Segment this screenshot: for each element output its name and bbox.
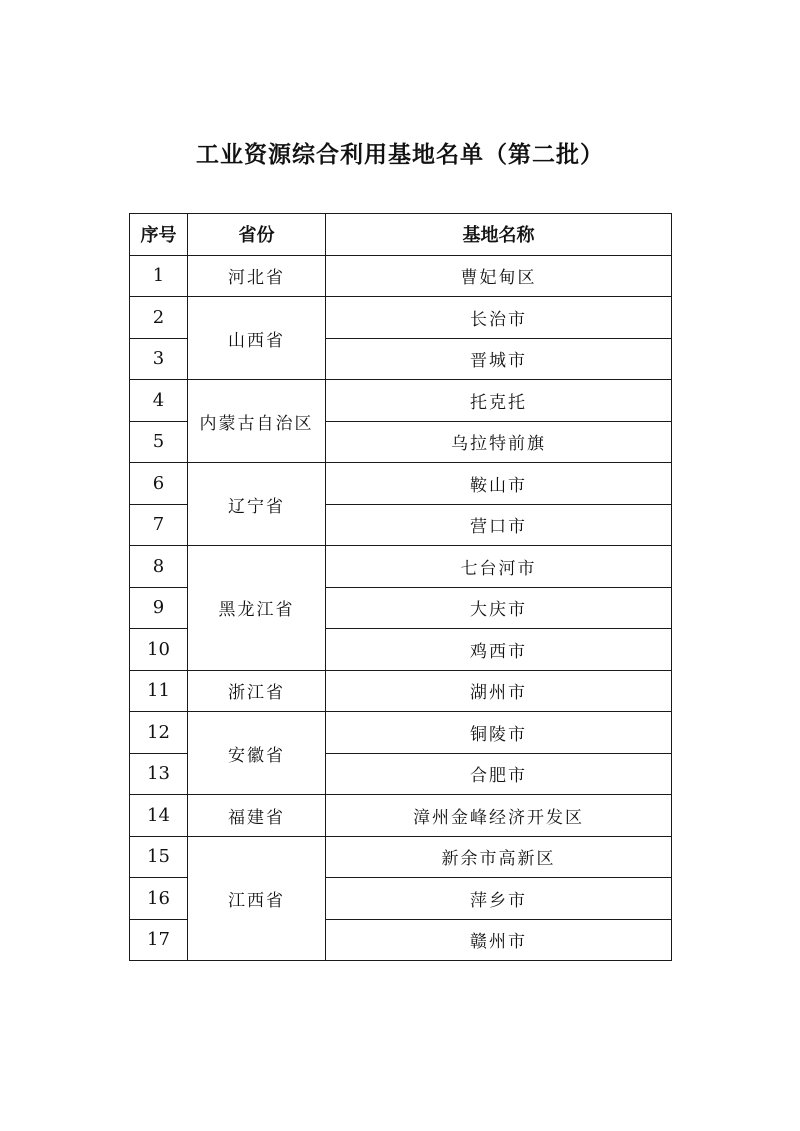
serial-number-cell: 13 — [130, 753, 188, 795]
serial-number-cell: 2 — [130, 297, 188, 339]
base-name-cell: 托克托 — [326, 380, 672, 422]
base-name-cell: 乌拉特前旗 — [326, 421, 672, 463]
province-cell: 辽宁省 — [188, 463, 326, 546]
base-name-cell: 合肥市 — [326, 753, 672, 795]
serial-number-cell: 15 — [130, 836, 188, 878]
serial-number-cell: 9 — [130, 587, 188, 629]
province-cell: 山西省 — [188, 297, 326, 380]
table-row — [130, 297, 672, 339]
base-name-cell: 大庆市 — [326, 587, 672, 629]
table-header-row — [130, 214, 672, 256]
serial-number-cell: 3 — [130, 338, 188, 380]
header-province: 省份 — [188, 214, 326, 256]
base-name-cell: 曹妃甸区 — [326, 255, 672, 297]
table-row — [130, 836, 672, 878]
province-cell: 福建省 — [188, 795, 326, 837]
serial-number-cell: 5 — [130, 421, 188, 463]
table-row — [130, 380, 672, 422]
base-name-cell: 赣州市 — [326, 919, 672, 961]
base-name-cell: 萍乡市 — [326, 878, 672, 920]
table-row — [130, 670, 672, 712]
serial-number-cell: 1 — [130, 255, 188, 297]
table-row — [130, 712, 672, 754]
base-list-table — [129, 213, 672, 961]
table-row — [130, 255, 672, 297]
base-name-cell: 铜陵市 — [326, 712, 672, 754]
header-serial-number: 序号 — [130, 214, 188, 256]
base-name-cell: 七台河市 — [326, 546, 672, 588]
base-name-cell: 鸡西市 — [326, 629, 672, 671]
serial-number-cell: 11 — [130, 670, 188, 712]
serial-number-cell: 7 — [130, 504, 188, 546]
table-row — [130, 546, 672, 588]
serial-number-cell: 10 — [130, 629, 188, 671]
province-cell: 河北省 — [188, 255, 326, 297]
base-name-cell: 新余市高新区 — [326, 836, 672, 878]
province-cell: 内蒙古自治区 — [188, 380, 326, 463]
province-cell: 江西省 — [188, 836, 326, 961]
serial-number-cell: 6 — [130, 463, 188, 505]
serial-number-cell: 12 — [130, 712, 188, 754]
base-name-cell: 湖州市 — [326, 670, 672, 712]
page-title: 工业资源综合利用基地名单（第二批） — [196, 142, 604, 168]
base-name-cell: 鞍山市 — [326, 463, 672, 505]
province-cell: 安徽省 — [188, 712, 326, 795]
header-base-name: 基地名称 — [326, 214, 672, 256]
province-cell: 浙江省 — [188, 670, 326, 712]
base-name-cell: 晋城市 — [326, 338, 672, 380]
serial-number-cell: 8 — [130, 546, 188, 588]
table-body — [130, 255, 672, 961]
table-row — [130, 795, 672, 837]
serial-number-cell: 14 — [130, 795, 188, 837]
province-cell: 黑龙江省 — [188, 546, 326, 671]
base-name-cell: 漳州金峰经济开发区 — [326, 795, 672, 837]
base-name-cell: 营口市 — [326, 504, 672, 546]
serial-number-cell: 17 — [130, 919, 188, 961]
base-name-cell: 长治市 — [326, 297, 672, 339]
serial-number-cell: 16 — [130, 878, 188, 920]
serial-number-cell: 4 — [130, 380, 188, 422]
table-row — [130, 463, 672, 505]
